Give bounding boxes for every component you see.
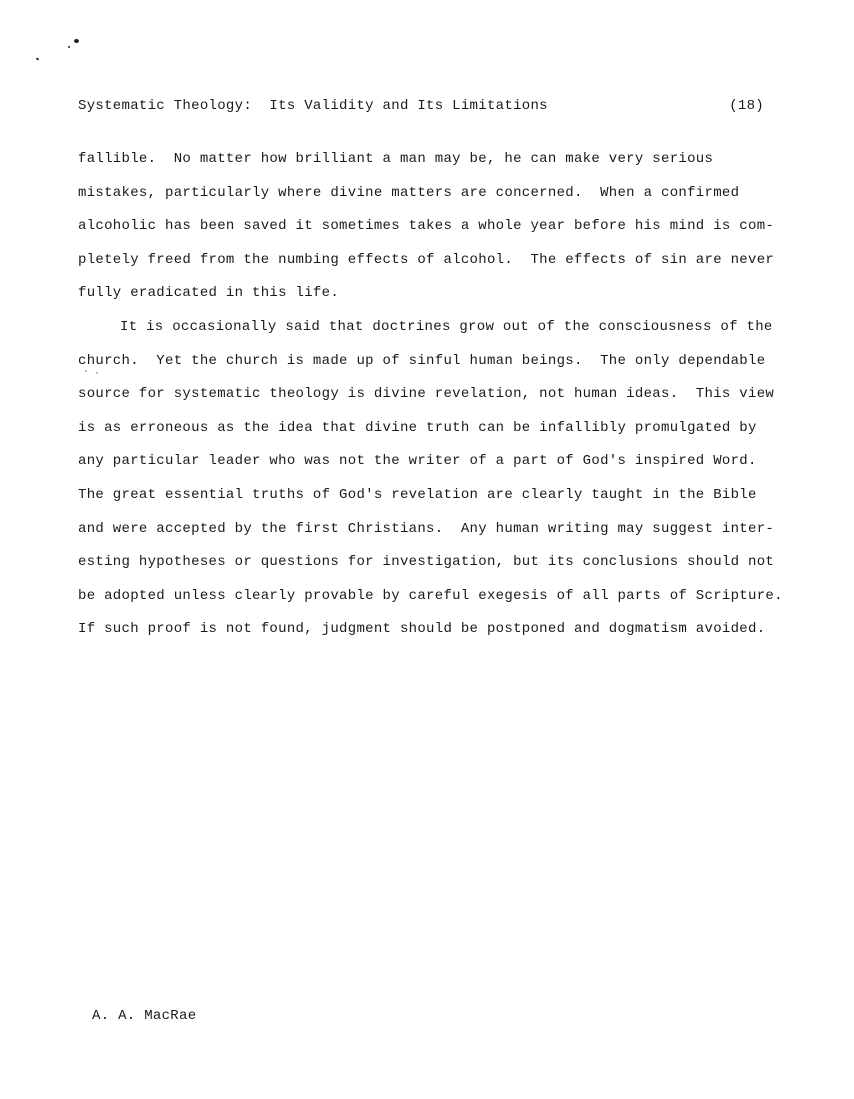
text-line: pletely freed from the numbing effects of alcohol. The effects of sin are never — [78, 251, 775, 268]
text-line: be adopted unless clearly provable by careful exegesis of all parts of Scripture. — [78, 587, 783, 604]
running-title: Systematic Theology: Its Validity and Its Limitations — [78, 98, 548, 114]
text-line: church. Yet the church is made up of sinful human beings. The only dependable — [78, 352, 766, 369]
text-line: alcoholic has been saved it sometimes takes a whole year before his mind is com- — [78, 218, 775, 235]
author-signature: A. A. MacRae — [92, 1008, 197, 1024]
text-line: and were accepted by the first Christians. Any human writing may suggest inter- — [78, 520, 775, 537]
scan-speck — [68, 46, 70, 48]
text-line: esting hypotheses or questions for investigation, but its conclusions should not — [78, 554, 775, 571]
text-line: The great essential truths of God's revelation are clearly taught in the Bible — [78, 486, 757, 503]
text-line: fallible. No matter how brilliant a man may be, he can make very serious — [78, 151, 714, 167]
text-line: source for systematic theology is divine revelation, not human ideas. This view — [78, 386, 775, 403]
text-line: any particular leader who was not the writer of a part of God's inspired Word. — [78, 453, 757, 470]
text-line: mistakes, particularly where divine matters are concerned. When a confirmed — [78, 184, 740, 201]
text-line: fully eradicated in this life. — [78, 285, 340, 302]
page-number: (18) — [729, 98, 764, 114]
text-line: It is occasionally said that doctrines grow out of the consciousness of the — [120, 318, 773, 335]
scan-speck — [36, 57, 40, 60]
text-line: If such proof is not found, judgment should be postponed and dogmatism avoided. — [78, 621, 766, 638]
body-text — [78, 148, 783, 652]
scan-speck — [74, 39, 79, 43]
page-header — [78, 98, 764, 120]
text-line: is as erroneous as the idea that divine truth can be infallibly promulgated by — [78, 419, 757, 436]
